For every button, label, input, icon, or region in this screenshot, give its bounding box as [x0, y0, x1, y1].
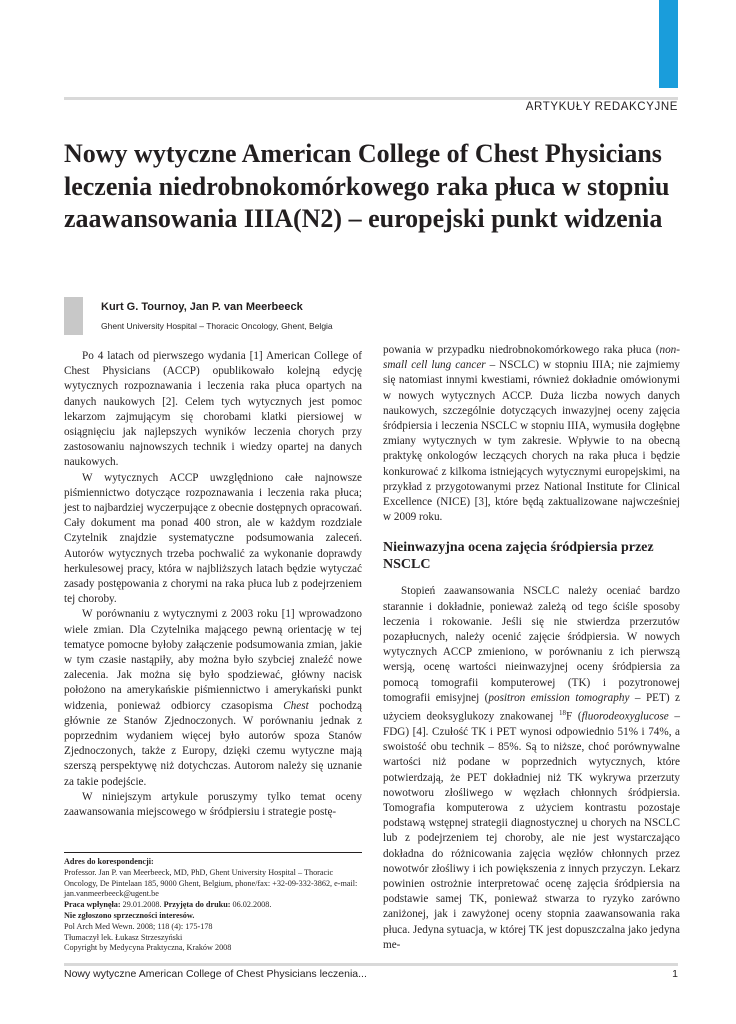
text-run: F ( — [565, 710, 582, 723]
dates-line — [64, 900, 362, 911]
text-run: – NSCLC) w stopniu IIIA; nie zajmiemy się natomiast innymi kwestiami, również dokładnie omówionymi w nowych wytycznych ACCP. Duża liczba nowych danych naukowych, szczególnie dotyczących inwazyjnej oceny zajęcia śródpiersia i leczenia NSCLC w stopniu IIIA, wymusiła dogłębne zmiany wytycznych w tym zakresie. Wpływie to na obecną praktykę onkologów leczących chorych na raka płuca i będzie konkurować z kilkoma istniejących wytycznymi europejskimi, na przykład z przygotowanymi przez National Institute for Clinical Excellence (NICE) [3], które będą zaktualizowane najwcześniej w 2009 roku. — [383, 359, 680, 524]
section-label: ARTYKUŁY REDAKCYJNE — [525, 101, 678, 113]
text-run: W porównaniu z wytycznymi z 2003 roku [1] wprowadzono wiele zmian. Dla Czytelnika mającego pewną orientację w tej tematyce pomocne byłoby załączenie podsumowania zmian, jakie w tym czasie nastąpiły, aby można było szybciej znaleźć nowe zalecenia. Jak można się było spodziewać, główny nacisk położono na amerykańskie piśmiennictwo i amerykański punkt widzenia, ponieważ odbiorcy czasopisma — [64, 608, 362, 712]
conflict-statement: Nie zgłoszono sprzeczności interesów. — [64, 910, 195, 920]
accepted-date: 06.02.2008. — [232, 900, 272, 910]
paragraph: W wytycznych ACCP uwzględniono całe najnowsze piśmiennictwo dotyczące rozpoznawania i leczenia raka płuca; jest to najbardziej wyczerpujące z obecnie dostępnych opracowań. Cały dokument ma ponad 400 stron, ale w każdym rozdziale Czytelnik znajdzie systematyczne podsumowania zaleceń. Autorów wytycznych trzeba pochwalić za wykonanie doprawdy herkulesowej pracy, która w najbliższych latach będzie wytyczać zasady postępowania z chorymi na raka płuca lub z podejrzeniem tej choroby. — [64, 471, 362, 606]
italic-term: non-small cell lung cancer — [383, 344, 680, 372]
text-run: – PET) z użyciem deoksyglukozy znakowanej — [383, 691, 681, 723]
author-marker-bar — [64, 297, 83, 335]
article-title: Nowy wytyczne American College of Chest Physicians leczenia niedrobnokomórkowego raka płuca w stopniu zaawansowania IIIA(N2) – europejski punkt widzenia — [64, 139, 670, 233]
left-column — [64, 349, 362, 820]
header-rule — [64, 97, 678, 100]
paragraph — [383, 343, 680, 525]
text-run: – FDG) [4]. Czułość TK i PET wynosi odpowiednio 51% i 74%, a swoistość obu technik – 85%. Są to niższe, choć porównywalne wartości niż podane w poprzednich wytycznych, które potwierdzają, że PET dokładniej niż TK wykrywa przerzuty nowotworu złośliwego w węzłach chłonnych śródpiersia. Tomografia komputerowa z użyciem kontrastu pozostaje podstawą wstępnej strategii diagnostycznej u chorych na NSCLC lub z podejrzeniem tej choroby, ale nie jest wystarczająco dokładna do różnicowania zajęcia węzłów chłonnych przez nowotwór złośliwy i ich powiększenia z innych przyczyn. Lekarz powinien ostrożnie interpretować ocenę zajęcia śródpiersia na podstawie samej TK, ponieważ stwarza to ryzyko zarówno zaniżonej, jak i zawyżonej oceny stopnia zaawansowania raka płuca. Jedyna sytuacja, w której TK jest dopuszczalna jako jedyna me- — [383, 710, 680, 951]
paragraph — [383, 584, 680, 953]
received-date: 29.01.2008. — [122, 900, 162, 910]
text-run: powania w przypadku niedrobnokomórkowego raka płuca ( — [383, 344, 660, 356]
isotope-superscript: 18 — [558, 709, 566, 718]
text-run: Stopień zaawansowania NSCLC należy oceniać bardzo starannie i dokładnie, ponieważ zależą od tego ściśle sposoby leczenia i rokowanie. Jeśli się nie stwierdza przerzutów pozapłucnych, należy ocenić zajęcie śródpiersia. W nowych wytycznych ACCP zmieniono, w porównaniu z ich pierwszą wersją, ocenę wartości nieinwazyjnej oceny śródpiersia za pomocą tomografii komputerowej (TK) i pozytronowej tomografii emisyjnej ( — [383, 585, 680, 704]
page-number: 1 — [672, 968, 678, 980]
header-color-tab — [659, 0, 678, 88]
translator: Tłumaczył lek. Łukasz Strzeszyński — [64, 932, 183, 942]
paragraph: W niniejszym artykule poruszymy tylko temat oceny zaawansowania miejscowego w śródpiersiu i strategie postę- — [64, 790, 362, 819]
paragraph — [64, 607, 362, 789]
section-heading: Nieinwazyjna ocena zajęcia śródpiersia przez NSCLC — [383, 540, 654, 573]
text-run: pochodzą głównie ze Stanów Zjednoczonych. W porównaniu jednak z poprzednim wydaniem więcej było autorów spoza Stanów Zjednoczonych, także z Europy, dzięki czemu wytyczne mają szerszą perspektywę niż dotychczas. Autorom należy się uznanie za takie podejście. — [64, 699, 362, 788]
article-authors: Kurt G. Tournoy, Jan P. van Meerbeeck — [101, 301, 303, 313]
correspondence-block — [64, 852, 362, 954]
right-column — [383, 343, 680, 953]
accepted-label: Przyjęta do druku: — [163, 900, 231, 910]
correspondence-heading: Adres do korespondencji: — [64, 857, 154, 866]
citation: Pol Arch Med Wewn. 2008; 118 (4): 175-178 — [64, 921, 213, 931]
paragraph: Po 4 latach od pierwszego wydania [1] American College of Chest Physicians (ACCP) opublikowało kolejną edycję wytycznych rozpoznawania i leczenia raka płuca opartych na danych naukowych [2]. Celem tych wytycznych jest pomoc lekarzom zajmującym się chorobami klatki piersiowej w osiągnięciu jak najlepszych wyników leczenia chorych przy zastosowaniu najnowszych technik i wiedzy opartej na danych naukowych. — [64, 350, 362, 469]
running-title: Nowy wytyczne American College of Chest Physicians leczenia... — [64, 968, 367, 980]
correspondence-address: Professor. Jan P. van Meerbeeck, MD, PhD, Ghent University Hospital – Thoracic Oncology, De Pintelaan 185, 9000 Ghent, Belgium, phone/fax: +32-09-332-3862, e-mail: jan.vanmeerbeeck@ugent.be — [64, 867, 358, 899]
received-label: Praca wpłynęła: — [64, 900, 121, 910]
footer-rule — [64, 963, 678, 966]
journal-name: Chest — [283, 699, 309, 712]
italic-term: fluorodeoxyglucose — [581, 710, 669, 723]
italic-term: positron emission tomography — [488, 691, 630, 704]
author-affiliation: Ghent University Hospital – Thoracic Oncology, Ghent, Belgia — [101, 321, 333, 331]
copyright: Copyright by Medycyna Praktyczna, Kraków 2008 — [64, 943, 232, 953]
